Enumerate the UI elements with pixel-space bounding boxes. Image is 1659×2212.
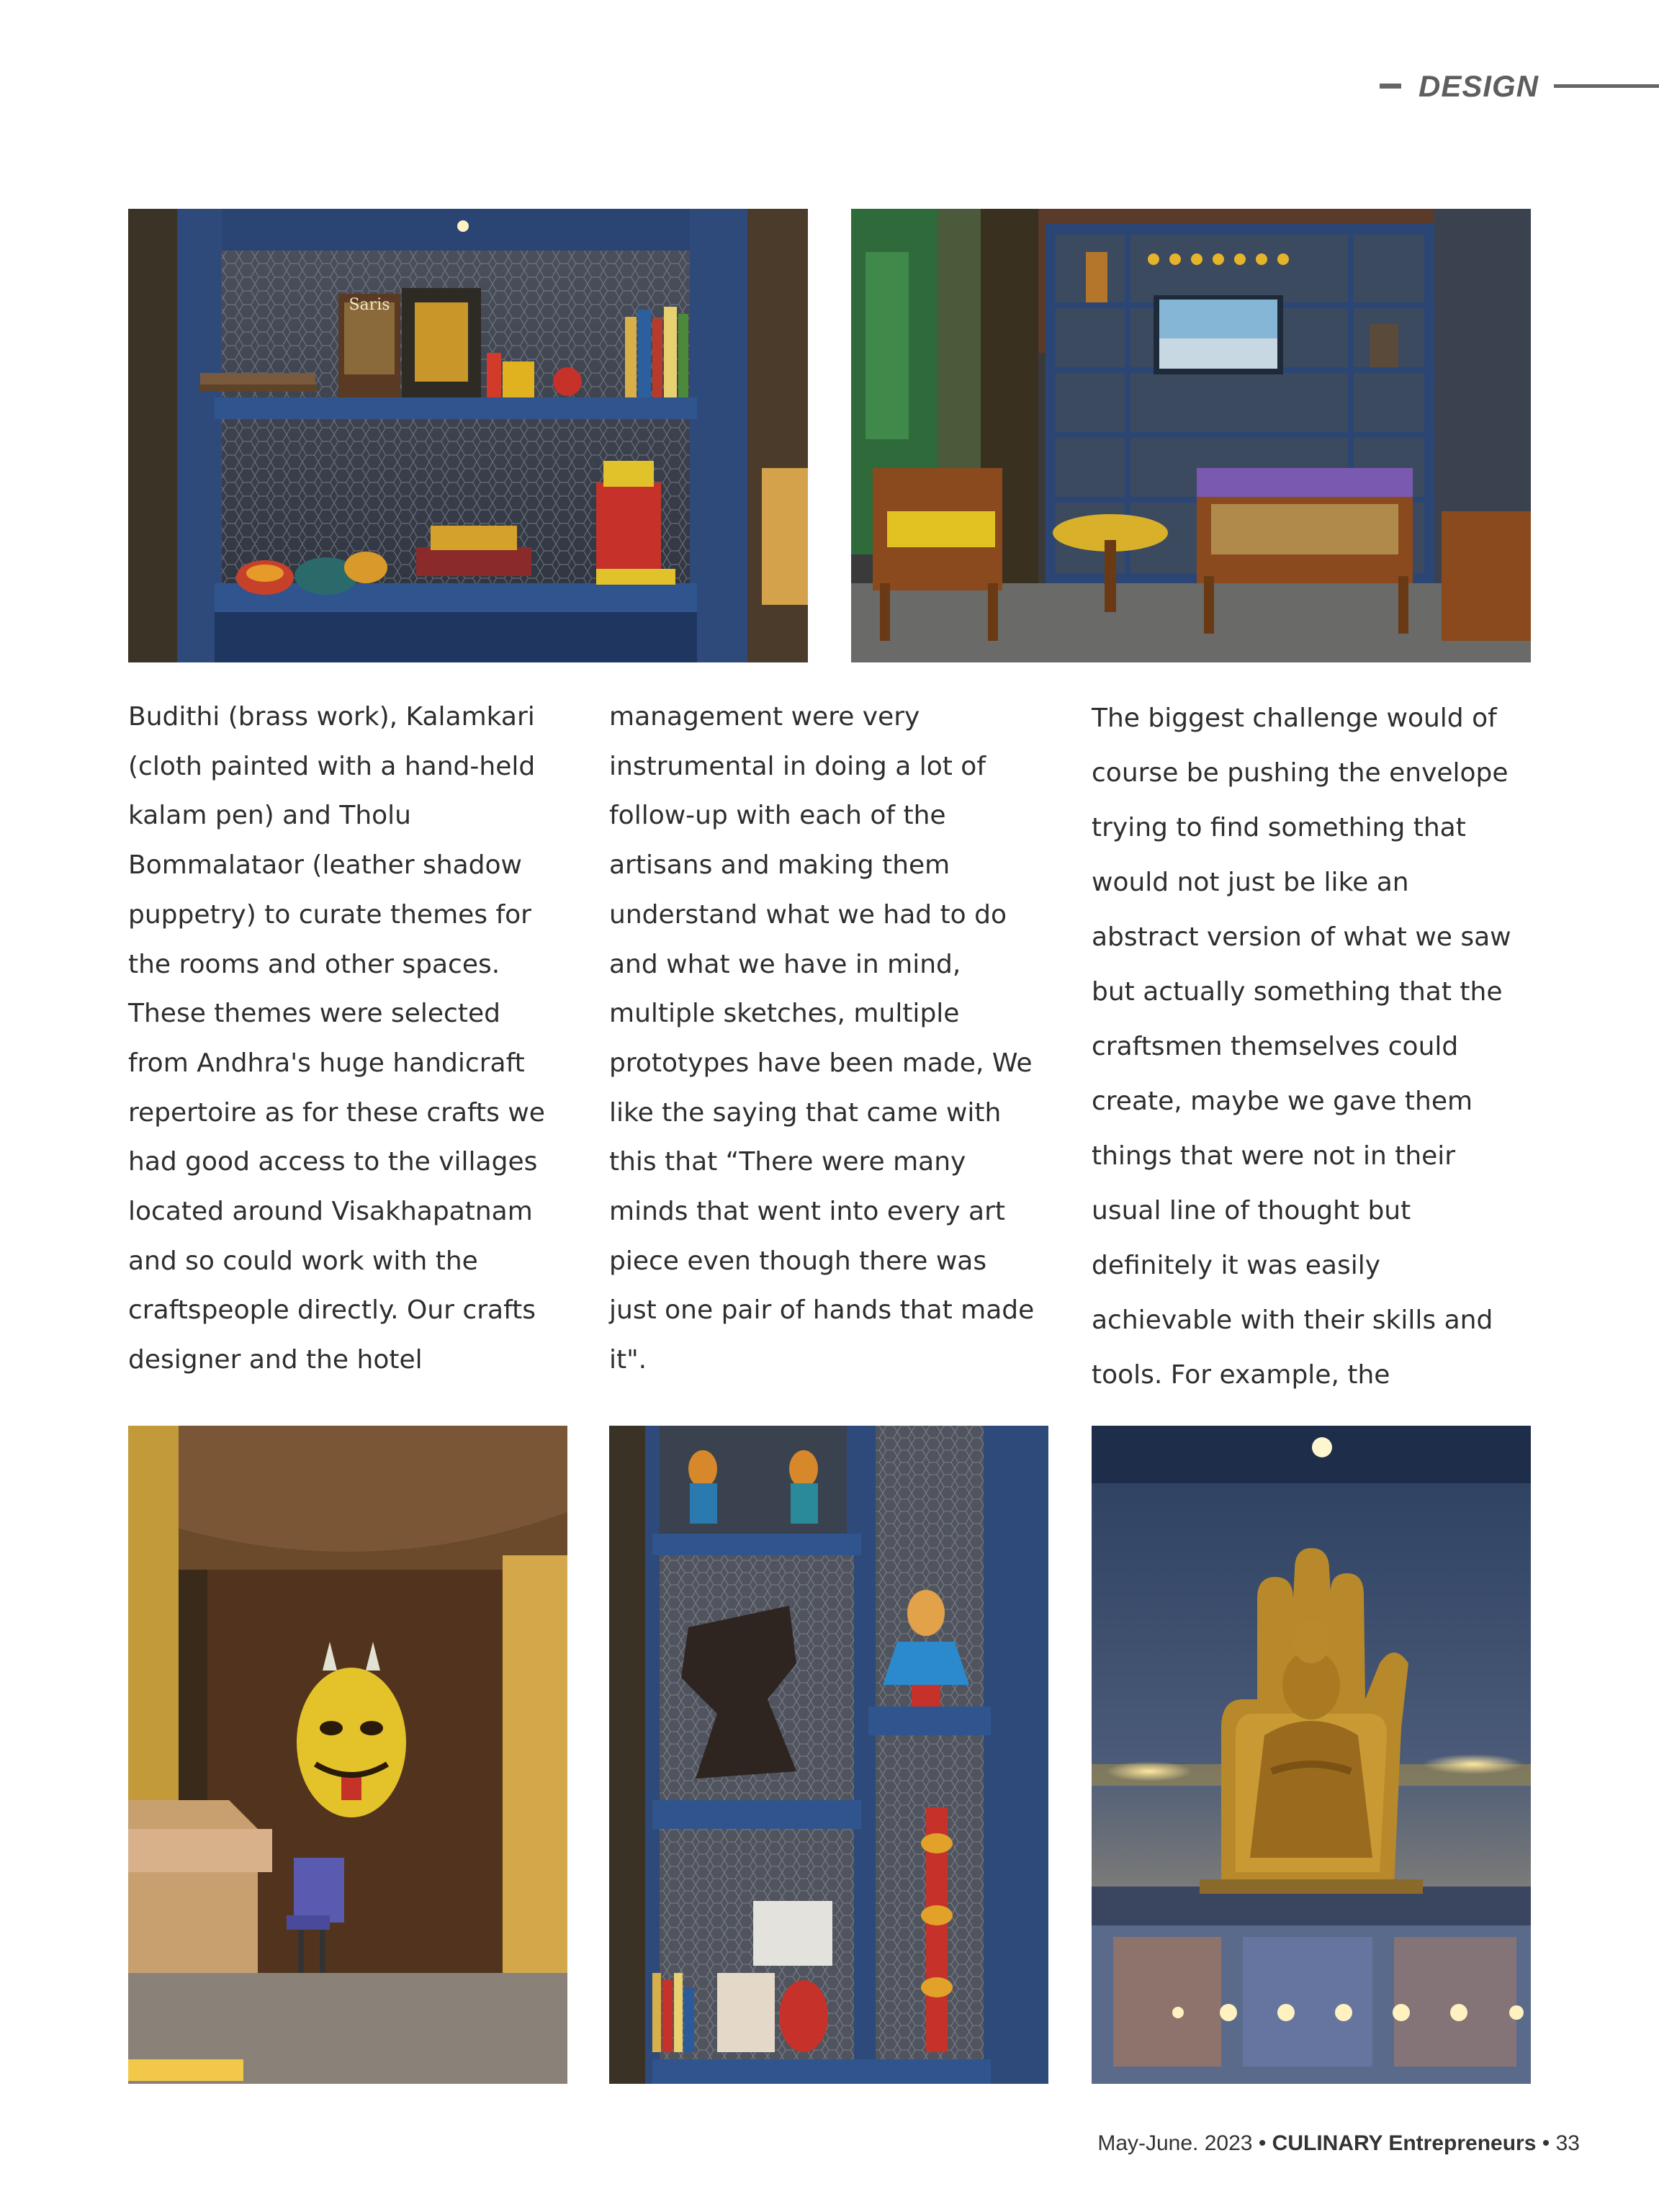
- photo-reception-mask: [128, 1426, 567, 2084]
- article-column-3: The biggest challenge would of course be pushing the envelope trying to find something that would not just be like an abstract version of what we saw but actually something that the craftsmen themselves could create, maybe we gave them things that were not in their usual line of thought but definitely it was easily achievable with their skills and tools. For example, the: [1092, 703, 1511, 1390]
- photo-shelf-figurines: [609, 1426, 1048, 2084]
- photo-lounge: [851, 209, 1531, 662]
- book-title-text: Saris: [349, 296, 390, 314]
- photo-lounge-image: [851, 209, 1531, 662]
- photo-buddha-hand-image: [1092, 1426, 1531, 2084]
- footer-page-number: 33: [1555, 2131, 1580, 2155]
- footer-bullet-2: •: [1542, 2131, 1550, 2155]
- section-dash: [1380, 84, 1401, 89]
- photo-reception-mask-image: [128, 1426, 567, 2084]
- photo-shelf-crafts: [128, 209, 808, 662]
- article-column-2: management were very instrumental in doing a lot of follow-up with each of the artisans and making them understand what we had to do and what we have in mind, multiple sketches, multiple prototypes have been made, We like the saying that came with this that “There were many minds that went into every art piece even though there was just one pair of hands that made it".: [609, 702, 1035, 1375]
- photo-shelf-figurines-image: [609, 1426, 1048, 2084]
- section-tag: [1375, 66, 1659, 107]
- photo-shelf-crafts-image: [128, 209, 808, 662]
- section-label: DESIGN: [1419, 69, 1539, 103]
- footer-issue: May-June. 2023: [1097, 2131, 1253, 2155]
- footer-bullet-1: •: [1258, 2131, 1267, 2155]
- footer-magazine: CULINARY Entrepreneurs: [1272, 2131, 1537, 2155]
- section-rule: [1554, 84, 1659, 88]
- page-footer: [1097, 2131, 1580, 2156]
- article-column-1: Budithi (brass work), Kalamkari (cloth painted with a hand-held kalam pen) and Tholu Bommalataor (leather shadow puppetry) to curate themes for the rooms and other spaces. These themes were selected from Andhra's huge handicraft repertoire as for these crafts we had good access to the villages located around Visakhapatnam and so could work with the craftspeople directly. Our crafts designer and the hotel: [128, 702, 545, 1375]
- photo-buddha-hand: [1092, 1426, 1531, 2084]
